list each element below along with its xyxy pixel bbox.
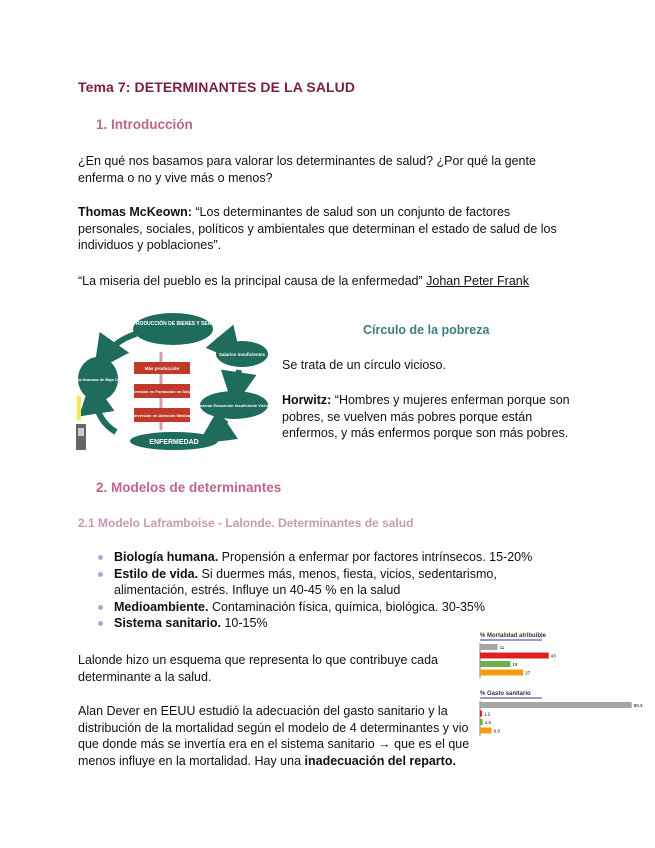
bullet-text: Propensión a enfermar por factores intrínsecos. 15-20% [218, 550, 533, 564]
box2-text: Inversión en Formación en Salud [130, 389, 194, 394]
dever-bold: inadecuación del reparto. [304, 753, 456, 768]
bullet-text: Contaminación física, química, biológica. 30-35% [208, 599, 486, 614]
data-label: 27 [525, 670, 531, 676]
node-left-text: Energía Humana de Baja Calidad [66, 377, 130, 382]
data-label: 6.9 [493, 728, 500, 734]
bar-medioambiente [480, 719, 483, 725]
yellow-bar-decoration [77, 396, 81, 420]
chart-title: % Mortalidad atribuible [480, 633, 547, 639]
mckeown-paragraph [78, 204, 578, 254]
bar-sistema-sanitario [480, 670, 523, 676]
bar-medioambiente [480, 661, 510, 667]
chart-title: % Gasto sanitario [480, 691, 531, 697]
bullet-bold: Estilo de vida. [114, 566, 199, 581]
frank-paragraph [78, 273, 578, 290]
bullet-bold: Medioambiente. [114, 599, 209, 614]
node-bottom-right-text: Nutrición Deficiente Educación Insuficiente Vivienda Insalubre [174, 403, 294, 408]
dever-text: Alan Dever en EEUU estudió la adecuación del gasto sanitario y la distribución de la mortalidad según el modelo de 4 determinantes y vio que donde más se invertía era en el sistema sanitario → que es el que menos influye en la mortalidad. Hay una [78, 704, 470, 768]
bar-biología-humana [480, 728, 492, 734]
mortalidad-chart [476, 630, 576, 682]
data-label: 1.6 [484, 720, 491, 725]
arrow-bottom-left [94, 396, 116, 432]
bar-biología-humana [480, 644, 498, 650]
arrow-left-top [104, 334, 136, 357]
horwitz-paragraph [282, 392, 582, 442]
data-label: 11 [499, 645, 505, 650]
data-label: 43 [550, 653, 556, 659]
circle-desc: Se trata de un círculo vicioso. [282, 358, 446, 372]
bullet-bold: Sistema sanitario. [114, 616, 221, 630]
bullet-text: 10-15% [221, 616, 268, 630]
node-baja-produccion [133, 313, 213, 345]
bar-sistema-sanitario [480, 702, 632, 708]
intro-question: ¿En qué nos basamos para valorar los determinantes de salud? ¿Por qué la gente enferma o no y vive más o menos? [78, 154, 536, 185]
section-introduccion: 1. Introducción [96, 117, 193, 132]
node-bottom-text: ENFERMEDAD [149, 439, 199, 446]
circle-title: Círculo de la pobreza [363, 323, 490, 337]
portrait-photo [76, 424, 86, 450]
determinants-list [96, 549, 536, 632]
poverty-circle-diagram [66, 312, 294, 452]
frank-quote: “La miseria del pueblo es la principal causa de la enfermedad” [78, 274, 423, 288]
portrait-face [78, 428, 84, 436]
lalonde-paragraph: Lalonde hizo un esquema que representa lo que contribuye cada determinante a la salud. [78, 653, 438, 684]
list-item [96, 615, 536, 632]
list-item [96, 549, 536, 566]
gasto-chart [476, 688, 651, 738]
horwitz-quote: “Hombres y mujeres enferman porque son pobres, se vuelven más pobres porque están enfermos, y más enfermos porque son más pobres. [282, 393, 570, 440]
mckeown-name: Thomas McKeown: [78, 205, 196, 219]
horwitz-name: Horwitz: [282, 393, 335, 407]
node-right-text: Salarios insuficientes [218, 352, 266, 357]
data-label: 19 [512, 662, 518, 667]
data-label: 90.3 [633, 703, 643, 708]
mckeown-quote: “Los determinantes de salud son un conjunto de factores personales, sociales, políticos y ambientales que determinan el estado de salud de los individuos y poblaciones”. [78, 205, 557, 252]
bar-estilo-de-vida [480, 711, 482, 717]
bullet-bold: Biología humana. [114, 550, 219, 564]
arrow-right-down [236, 370, 239, 390]
data-label: 1.2 [484, 711, 491, 717]
box3-text: Inversión en Atención Médica [133, 413, 191, 418]
node-top-text: BAJA PRODUCCIÓN DE BIENES Y SERVICIOS [117, 321, 229, 327]
box1-text: Más producción [144, 366, 180, 371]
dever-paragraph [78, 703, 470, 769]
bar-estilo-de-vida [480, 653, 549, 659]
frank-name-link[interactable]: Johan Peter Frank [426, 274, 529, 288]
list-item [96, 566, 536, 599]
subsection-lalonde: 2.1 Modelo Laframboise - Lalonde. Determinantes de salud [78, 516, 414, 530]
arrow-bottom-right [213, 420, 226, 434]
section-modelos: 2. Modelos de determinantes [96, 480, 282, 495]
bullet-text: Si duermes más, menos, fiesta, vicios, sedentarismo, alimentación, estrés. Influye un 40-45 % en la salud [114, 566, 497, 597]
list-item [96, 599, 536, 616]
page-title: Tema 7: DETERMINANTES DE LA SALUD [78, 79, 356, 95]
